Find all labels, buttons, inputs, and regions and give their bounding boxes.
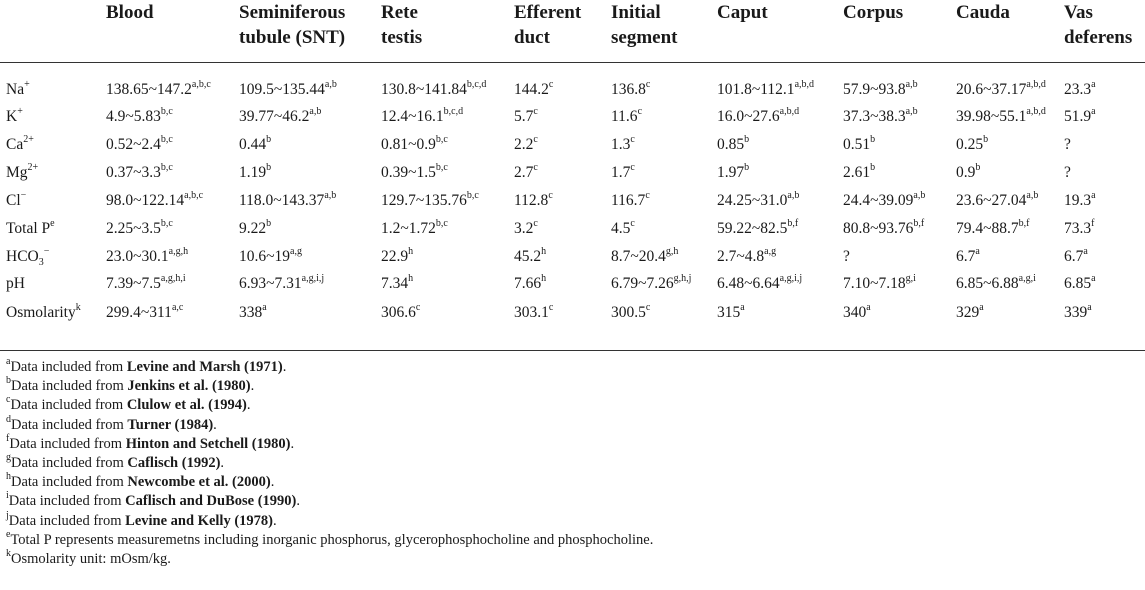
- table-cell: 101.8~112.1$^{a,b,d}$: [717, 78, 815, 98]
- superscript: a,b: [905, 78, 918, 90]
- table-cell: 23.6~27.04$^{a,b}$: [956, 189, 1039, 209]
- superscript: b: [983, 133, 989, 145]
- table-cell: 129.7~135.76$^{b,c}$: [381, 189, 479, 209]
- superscript: e: [50, 217, 55, 229]
- table-cell: 80.8~93.76$^{b,f}$: [843, 217, 925, 237]
- footnote: $^b$Data included from Jenkins et al. (1980).: [6, 375, 255, 394]
- table-cell: 136.8$^c$: [611, 78, 651, 98]
- table-cell: 23.0~30.1$^{a,g,h}$: [106, 245, 189, 265]
- superscript: a,b: [309, 105, 322, 117]
- footnote-mark: g: [6, 452, 11, 464]
- superscript: c: [533, 133, 538, 145]
- table-cell: 37.3~38.3$^{a,b}$: [843, 105, 918, 125]
- superscript: b: [870, 133, 876, 145]
- table-cell: 39.77~46.2$^{a,b}$: [239, 105, 322, 125]
- table-cell: 0.39~1.5$^{b,c}$: [381, 161, 448, 181]
- table-cell: 299.4~311$^{a,c}$: [106, 301, 184, 321]
- table-cell: 138.65~147.2$^{a,b,c}$: [106, 78, 211, 98]
- superscript: 2+: [27, 161, 39, 173]
- superscript: c: [548, 189, 553, 201]
- table-cell: 16.0~27.6$^{a,b,d}$: [717, 105, 800, 125]
- superscript: a,b,c: [191, 78, 211, 90]
- row-label: $HCO_3^-$: [6, 245, 50, 269]
- footnote: $^k$Osmolarity unit: mOsm/kg.: [6, 548, 171, 567]
- superscript: b,c: [160, 133, 173, 145]
- superscript: a,g: [764, 245, 777, 257]
- row-label: Osmolarity$^k$: [6, 301, 81, 321]
- table-cell: 6.85~6.88$^{a,g,i}$: [956, 272, 1036, 292]
- table-cell: 118.0~143.37$^{a,b}$: [239, 189, 337, 209]
- superscript: c: [548, 301, 554, 313]
- footnote-mark: c: [6, 394, 11, 406]
- footnote: $^e$Total P represents measuremetns including inorganic phosphorus, glycerophosphocholine and phosphocholine.: [6, 529, 654, 548]
- row-label: $Mg^{2+}$: [6, 161, 39, 181]
- table-cell: 0.44$^b$: [239, 133, 272, 153]
- reference-link[interactable]: Clulow et al. (1994): [126, 397, 247, 413]
- footnote: $^j$Data included from Levine and Kelly (1978).: [6, 510, 277, 529]
- superscript: h: [541, 245, 547, 257]
- footnote-mark: i: [6, 490, 9, 502]
- table-cell: 7.66$^h$: [514, 272, 547, 292]
- superscript: b,c,d: [466, 78, 487, 90]
- superscript: b,f: [787, 217, 799, 229]
- table-cell: 4.5$^c$: [611, 217, 635, 237]
- table-cell: 116.7$^c$: [611, 189, 650, 209]
- superscript: a: [740, 301, 745, 313]
- superscript: a,b: [324, 189, 337, 201]
- superscript: a,g,i: [1018, 272, 1036, 284]
- footnote: $^c$Data included from Clulow et al. (1994).: [6, 394, 251, 413]
- superscript: b: [975, 161, 981, 173]
- table-cell: 109.5~135.44$^{a,b}$: [239, 78, 337, 98]
- table-cell: 20.6~37.17$^{a,b,d}$: [956, 78, 1046, 98]
- column-header: Seminiferous: [239, 2, 346, 23]
- superscript: a,b: [913, 189, 926, 201]
- column-header: Corpus: [843, 2, 904, 23]
- footnote-mark: j: [6, 510, 9, 522]
- superscript: +: [24, 78, 30, 90]
- column-header: Cauda: [956, 2, 1010, 23]
- footnote: $^g$Data included from Caflisch (1992).: [6, 452, 225, 471]
- superscript: a,b: [324, 78, 337, 90]
- table-cell: 1.7$^c$: [611, 161, 635, 181]
- superscript: b: [870, 161, 876, 173]
- superscript: a: [1083, 245, 1088, 257]
- table-cell: 39.98~55.1$^{a,b,d}$: [956, 105, 1046, 125]
- table-cell: 22.9$^h$: [381, 245, 414, 265]
- superscript: −: [43, 245, 50, 257]
- table-cell: 306.6$^c$: [381, 301, 421, 321]
- superscript: −: [20, 189, 27, 201]
- column-header: Caput: [717, 2, 768, 23]
- table-cell: 6.79~7.26$^{g,h,j}$: [611, 272, 692, 292]
- table-cell: 315$^a$: [717, 301, 745, 321]
- table-cell: 0.85$^b$: [717, 133, 750, 153]
- superscript: g,h,j: [673, 272, 692, 284]
- table-cell: 1.3$^c$: [611, 133, 635, 153]
- superscript: c: [630, 217, 635, 229]
- table-cell: 0.51$^b$: [843, 133, 876, 153]
- table-cell: 144.2$^c$: [514, 78, 554, 98]
- superscript: h: [408, 245, 414, 257]
- table-cell: ?: [1064, 164, 1071, 181]
- table-cell: 329$^a$: [956, 301, 984, 321]
- row-label: K+: [6, 105, 23, 125]
- table-cell: 339$^a$: [1064, 301, 1092, 321]
- table-cell: 300.5$^c$: [611, 301, 651, 321]
- table-cell: ?: [843, 248, 850, 265]
- footnote-mark: k: [6, 548, 11, 560]
- table-cell: 57.9~93.8$^{a,b}$: [843, 78, 918, 98]
- superscript: +: [17, 105, 23, 117]
- column-header: Initial: [611, 2, 661, 23]
- table-cell: 11.6$^c$: [611, 105, 643, 125]
- superscript: b,c: [435, 161, 448, 173]
- table-cell: 24.25~31.0$^{a,b}$: [717, 189, 800, 209]
- table-cell: 51.9$^a$: [1064, 105, 1096, 125]
- superscript: k: [75, 301, 81, 313]
- superscript: b,c: [160, 217, 173, 229]
- reference-link[interactable]: Turner (1984): [127, 417, 214, 433]
- superscript: a,g,i,j: [301, 272, 325, 284]
- superscript: c: [533, 217, 538, 229]
- footnote-mark: h: [6, 471, 11, 483]
- table-cell: 0.25$^b$: [956, 133, 989, 153]
- table-cell: 6.48~6.64$^{a,g,i,j}$: [717, 272, 803, 292]
- superscript: b,f: [913, 217, 925, 229]
- superscript: h: [541, 272, 547, 284]
- superscript: a,b: [905, 105, 918, 117]
- superscript: b,c: [466, 189, 479, 201]
- superscript: c: [630, 133, 635, 145]
- table-cell: 3.2$^c$: [514, 217, 538, 237]
- table-cell: ?: [1064, 136, 1071, 153]
- table-cell: 8.7~20.4$^{g,h}$: [611, 245, 679, 265]
- table-cell: 0.52~2.4$^{b,c}$: [106, 133, 173, 153]
- superscript: b: [744, 133, 750, 145]
- table-cell: 2.7$^c$: [514, 161, 538, 181]
- table-cell: 6.85$^a$: [1064, 272, 1096, 292]
- superscript: b,c: [435, 217, 448, 229]
- footnote: $^a$Data included from Levine and Marsh (1971).: [6, 356, 287, 375]
- superscript: b: [266, 133, 272, 145]
- table-cell: 5.7$^c$: [514, 105, 538, 125]
- superscript: c: [637, 105, 643, 117]
- table-cell: 7.34$^h$: [381, 272, 414, 292]
- superscript: a,b: [1026, 189, 1039, 201]
- footnote: $^f$Data included from Hinton and Setchell (1980).: [6, 433, 295, 452]
- column-header: deferens: [1064, 27, 1133, 48]
- table-cell: 24.4~39.09$^{a,b}$: [843, 189, 926, 209]
- superscript: a,b,d: [1026, 105, 1046, 117]
- superscript: b,f: [1018, 217, 1030, 229]
- superscript: a,c: [171, 301, 184, 313]
- superscript: b,c: [435, 133, 448, 145]
- table-cell: 2.2$^c$: [514, 133, 538, 153]
- column-header: Efferent: [514, 2, 582, 23]
- table-cell: 7.39~7.5$^{a,g,h,i}$: [106, 272, 186, 292]
- table-cell: 1.97$^b$: [717, 161, 750, 181]
- superscript: a: [979, 301, 984, 313]
- column-header: segment: [611, 27, 678, 48]
- superscript: a,b,d: [779, 105, 800, 117]
- superscript: c: [645, 78, 651, 90]
- table-cell: 112.8$^c$: [514, 189, 553, 209]
- table-cell: 10.6~19$^{a,g}$: [239, 245, 302, 265]
- table-cell: 23.3$^a$: [1064, 78, 1096, 98]
- table-cell: 1.19$^b$: [239, 161, 272, 181]
- superscript: a,g,h,i: [160, 272, 186, 284]
- row-label: Total $P^e$: [6, 217, 55, 237]
- table-cell: 338$^a$: [239, 301, 267, 321]
- table-cell: 45.2$^h$: [514, 245, 547, 265]
- superscript: g,i: [905, 272, 916, 284]
- superscript: a,g,i,j: [779, 272, 803, 284]
- table-cell: 59.22~82.5$^{b,f}$: [717, 217, 799, 237]
- superscript: a: [1091, 105, 1096, 117]
- reference-link[interactable]: Newcombe et al. (2000): [127, 474, 271, 490]
- table-cell: 2.7~4.8$^{a,g}$: [717, 245, 777, 265]
- footnote-mark: b: [6, 375, 11, 387]
- table-cell: 4.9~5.83$^{b,c}$: [106, 105, 173, 125]
- column-header: Rete: [381, 2, 418, 23]
- footnote-mark: d: [6, 414, 11, 426]
- reference-link[interactable]: Caflisch (1992): [127, 455, 221, 471]
- superscript: a,b,c: [184, 189, 204, 201]
- footnote-mark: e: [6, 529, 11, 541]
- superscript: b,c,d: [443, 105, 464, 117]
- superscript: a,b: [787, 189, 800, 201]
- table-cell: 1.2~1.72$^{b,c}$: [381, 217, 448, 237]
- table-cell: 2.61$^b$: [843, 161, 876, 181]
- table-cell: 130.8~141.84$^{b,c,d}$: [381, 78, 487, 98]
- superscript: a,g,h: [168, 245, 189, 257]
- table-cell: 0.9$^b$: [956, 161, 981, 181]
- superscript: a,b,d: [1026, 78, 1046, 90]
- superscript: c: [533, 105, 538, 117]
- superscript: b: [744, 161, 750, 173]
- table-cell: 73.3$^f$: [1064, 217, 1095, 237]
- reference-link[interactable]: Levine and Marsh (1971): [126, 359, 283, 375]
- superscript: c: [645, 189, 650, 201]
- superscript: c: [548, 78, 554, 90]
- column-header: Vas: [1064, 2, 1093, 23]
- superscript: a: [975, 245, 980, 257]
- superscript: b,c: [160, 161, 173, 173]
- footnote: $^d$Data included from Turner (1984).: [6, 414, 217, 433]
- table-cell: 6.7$^a$: [956, 245, 980, 265]
- table-cell: 0.37~3.3$^{b,c}$: [106, 161, 173, 181]
- header-rule: [0, 62, 1145, 63]
- table-cell: 9.22$^b$: [239, 217, 272, 237]
- table-cell: 7.10~7.18$^{g,i}$: [843, 272, 916, 292]
- superscript: c: [533, 161, 538, 173]
- reference-link[interactable]: Jenkins et al. (1980): [127, 378, 251, 394]
- reference-link[interactable]: Caflisch and DuBose (1990): [125, 493, 297, 509]
- superscript: b,c: [160, 105, 173, 117]
- table-cell: 19.3$^a$: [1064, 189, 1096, 209]
- column-header: tubule (SNT): [239, 27, 346, 48]
- superscript: a: [262, 301, 267, 313]
- superscript: g,h: [665, 245, 679, 257]
- superscript: c: [645, 301, 651, 313]
- superscript: a: [1091, 78, 1096, 90]
- table-cell: 12.4~16.1$^{b,c,d}$: [381, 105, 464, 125]
- table-cell: 0.81~0.9$^{b,c}$: [381, 133, 448, 153]
- superscript: h: [408, 272, 414, 284]
- table-cell: 340$^a$: [843, 301, 871, 321]
- row-label: Cl−: [6, 189, 27, 209]
- table-cell: 303.1$^c$: [514, 301, 554, 321]
- footnote: $^h$Data included from Newcombe et al. (2000).: [6, 471, 275, 490]
- column-header: testis: [381, 27, 423, 48]
- superscript: a: [1091, 272, 1096, 284]
- superscript: a,b,d: [794, 78, 815, 90]
- reference-link[interactable]: Hinton and Setchell (1980): [125, 436, 291, 452]
- superscript: b: [266, 161, 272, 173]
- table-cell: 2.25~3.5$^{b,c}$: [106, 217, 173, 237]
- superscript: a: [1087, 301, 1092, 313]
- superscript: a: [1091, 189, 1096, 201]
- row-label: pH: [6, 275, 25, 292]
- table-cell: 98.0~122.14$^{a,b,c}$: [106, 189, 204, 209]
- row-label: $Ca^{2+}$: [6, 133, 34, 153]
- row-label: Na+: [6, 78, 30, 98]
- superscript: c: [415, 301, 421, 313]
- column-header: Blood: [106, 2, 154, 23]
- superscript: b: [266, 217, 272, 229]
- table-cell: 6.93~7.31$^{a,g,i,j}$: [239, 272, 325, 292]
- bottom-rule: [0, 350, 1145, 351]
- reference-link[interactable]: Levine and Kelly (1978): [125, 513, 273, 529]
- column-header: duct: [514, 27, 550, 48]
- superscript: c: [630, 161, 635, 173]
- table-cell: 6.7$^a$: [1064, 245, 1088, 265]
- superscript: a,g: [290, 245, 302, 257]
- footnote-mark: f: [6, 433, 10, 445]
- superscript: a: [866, 301, 871, 313]
- footnote: $^i$Data included from Caflisch and DuBose (1990).: [6, 490, 300, 509]
- subscript: 3: [38, 257, 44, 269]
- superscript: f: [1091, 217, 1095, 229]
- superscript: 2+: [23, 133, 34, 145]
- footnote-mark: a: [6, 356, 11, 368]
- table-cell: 79.4~88.7$^{b,f}$: [956, 217, 1030, 237]
